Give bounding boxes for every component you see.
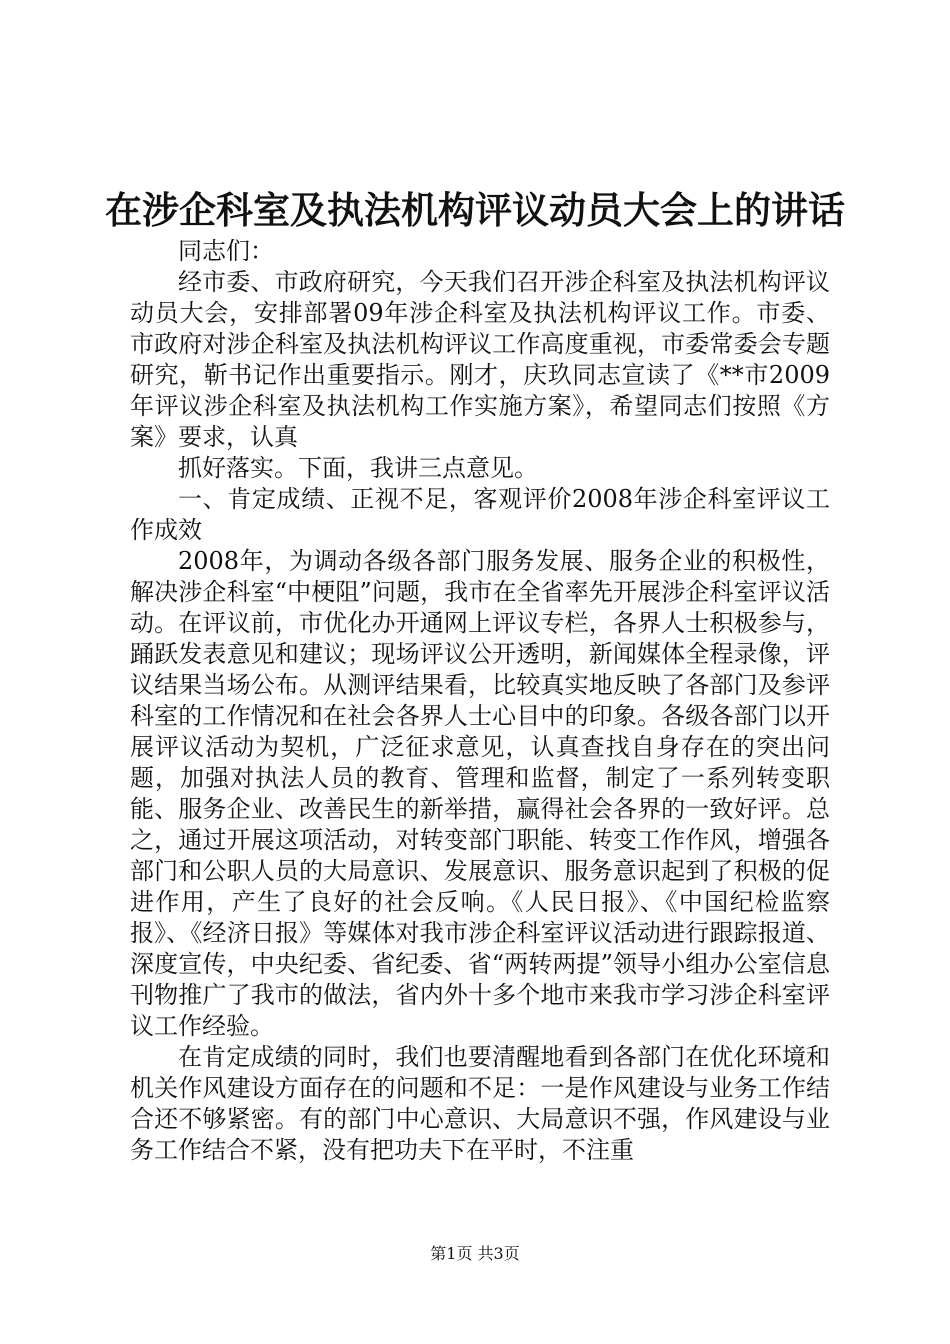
paragraph-salutation: 同志们：: [178, 237, 274, 265]
section-heading-one: 一、肯定成绩、正视不足，客观评价2008年涉企科室评议工作成效: [130, 485, 830, 544]
paragraph-intro: 经市委、市政府研究，今天我们召开涉企科室及执法机构评议动员大会，安排部署09年涉企科室及执法机构评议工作。市委、市政府对涉企科室及执法机构评议工作高度重视，市委常委会专题研究，靳书记作出重要指示。刚才，庆玖同志宣读了《**市2009年评议涉企科室及执法机构工作实施方案》，希望同志们按照《方案》要求，认真: [130, 268, 830, 451]
document-title: 在涉企科室及执法机构评议动员大会上的讲话: [105, 188, 845, 232]
paragraph-continuation: 抓好落实。下面，我讲三点意见。: [178, 454, 538, 482]
page-number-footer: 第1页 共3页: [430, 1244, 520, 1263]
paragraph-shortcomings: 在肯定成绩的同时，我们也要清醒地看到各部门在优化环境和机关作风建设方面存在的问题和不足：一是作风建设与业务工作结合还不够紧密。有的部门中心意识、大局意识不强，作风建设与业务工作结合不紧，没有把功夫下在平时，不注重: [130, 1043, 830, 1164]
document-body: [130, 236, 830, 1166]
paragraph-achievements: 2008年，为调动各级各部门服务发展、服务企业的积极性，解决涉企科室“中梗阻”问题，我市在全省率先开展涉企科室评议活动。在评议前，市优化办开通网上评议专栏，各界人士积极参与，踊跃发表意见和建议；现场评议公开透明，新闻媒体全程录像，评议结果当场公布。从测评结果看，比较真实地反映了各部门及参评科室的工作情况和在社会各界人士心目中的印象。各级各部门以开展评议活动为契机，广泛征求意见，认真查找自身存在的突出问题，加强对执法人员的教育、管理和监督，制定了一系列转变职能、服务企业、改善民生的新举措，赢得社会各界的一致好评。总之，通过开展这项活动，对转变部门职能、转变工作作风，增强各部门和公职人员的大局意识、发展意识、服务意识起到了积极的促进作用，产生了良好的社会反响。《人民日报》、《中国纪检监察报》、《经济日报》等媒体对我市涉企科室评议活动进行跟踪报道、深度宣传，中央纪委、省纪委、省“两转两提”领导小组办公室信息刊物推广了我市的做法，省内外十多个地市来我市学习涉企科室评议工作经验。: [130, 547, 830, 1040]
